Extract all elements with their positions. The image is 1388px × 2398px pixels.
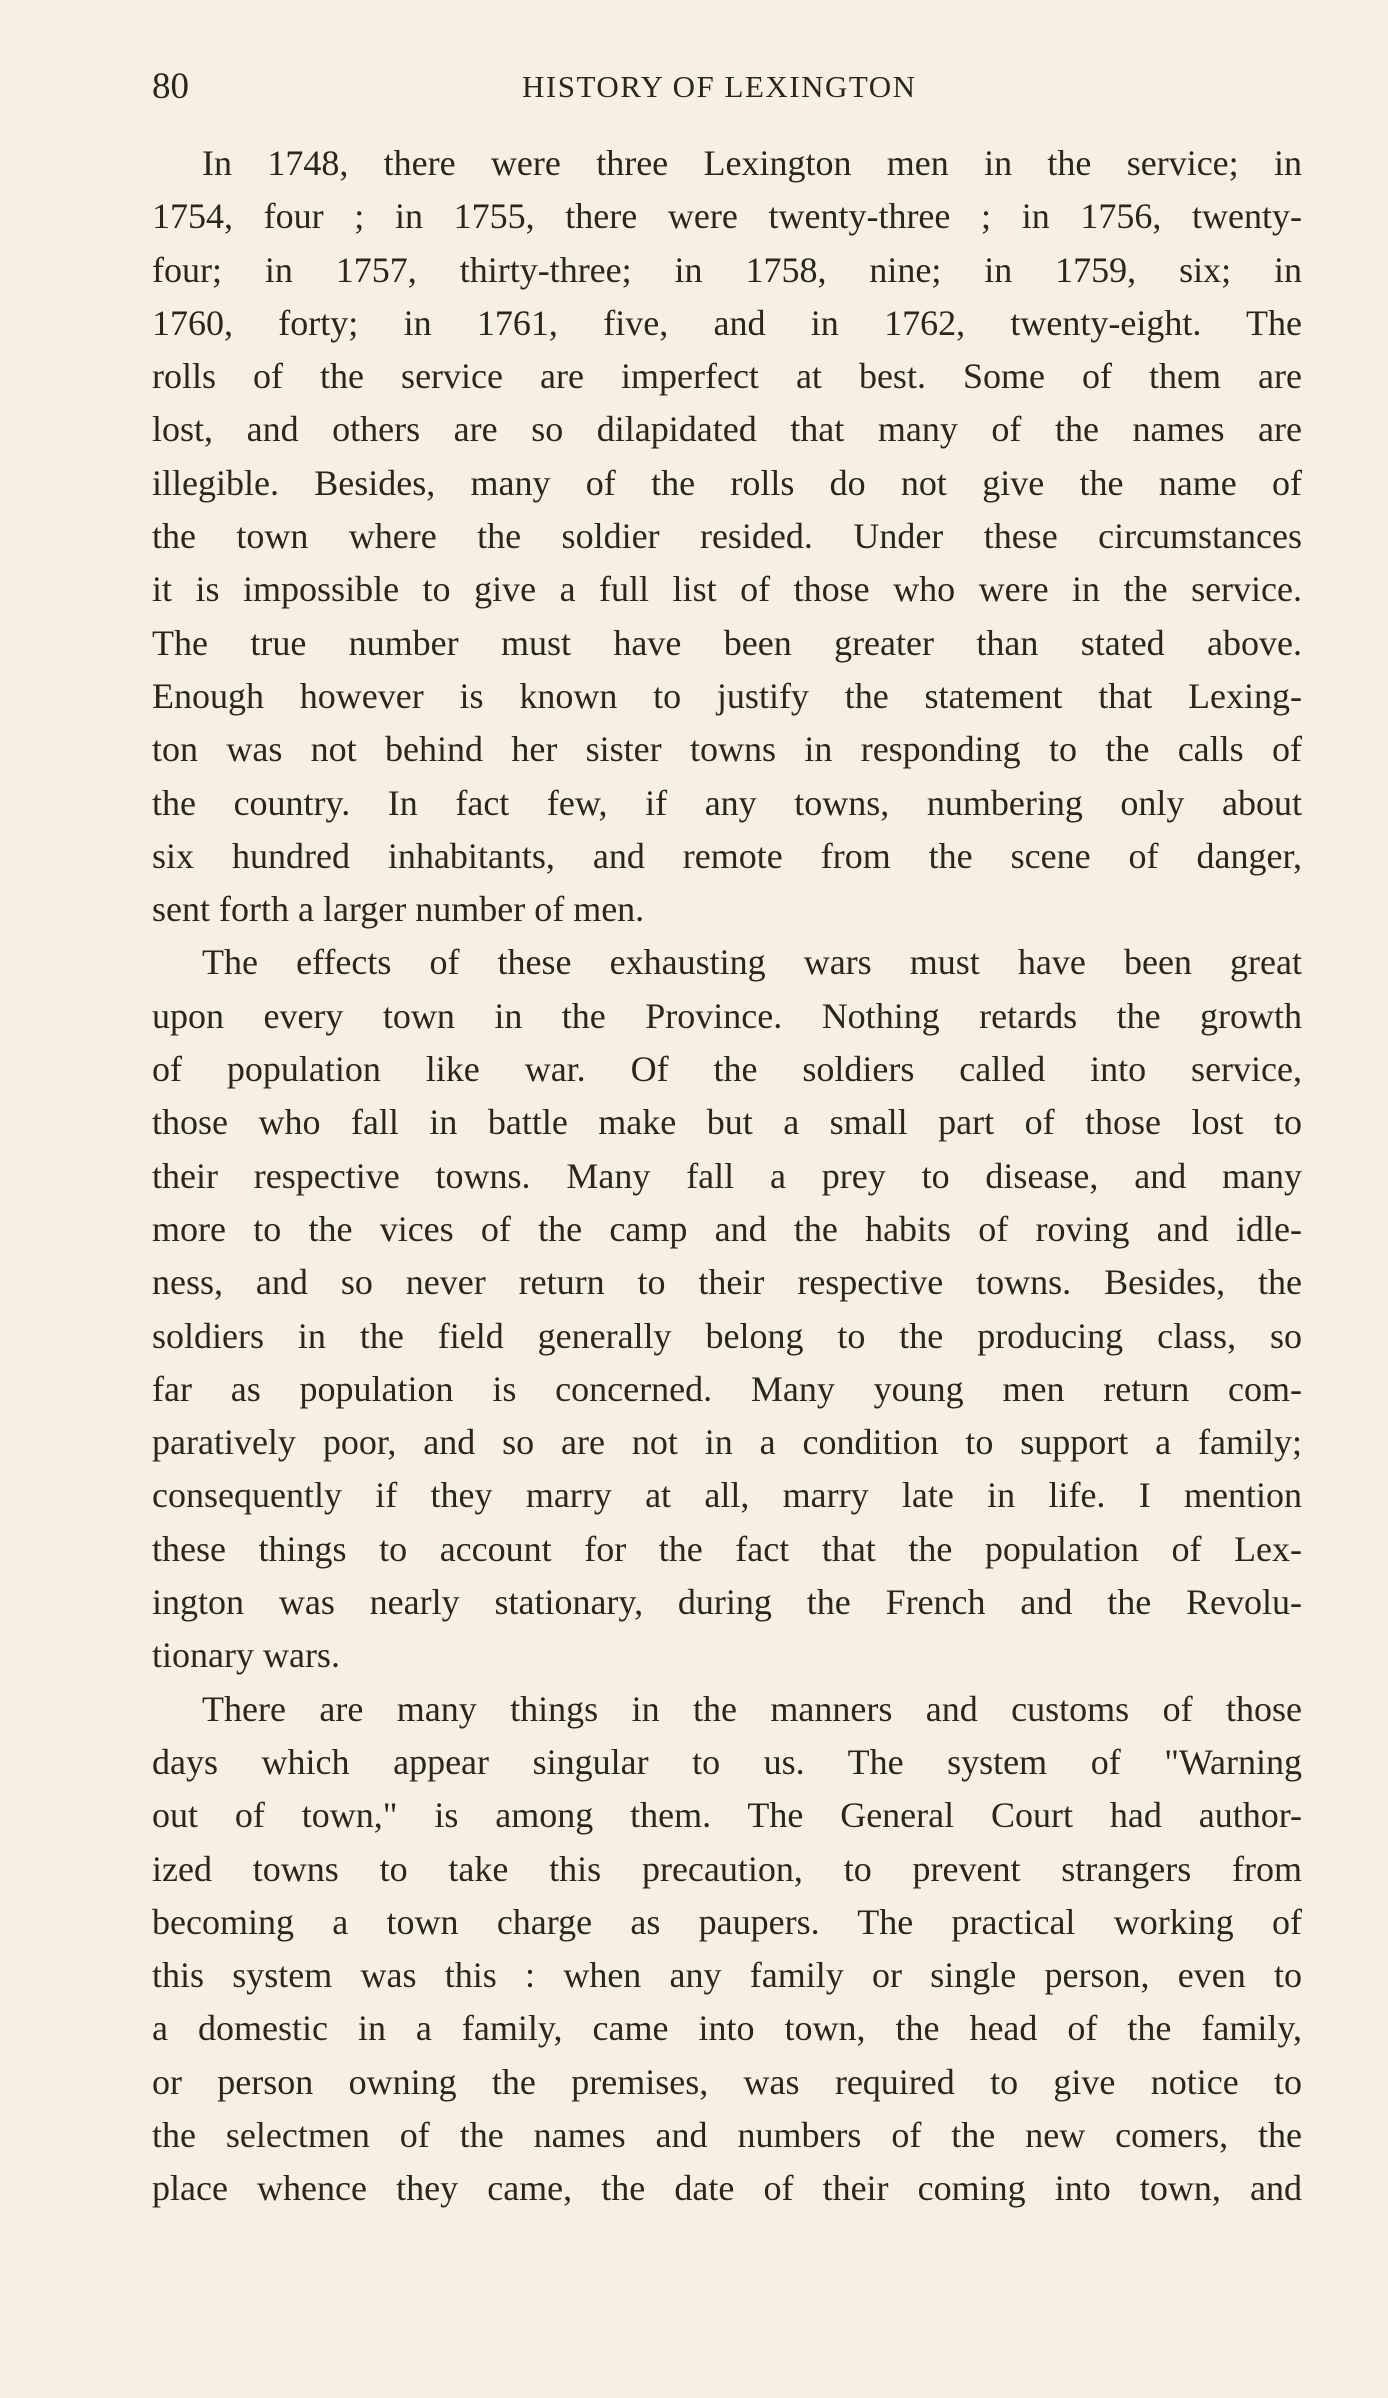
text-line: or person owning the premises, was required to give notice to (152, 2061, 1302, 2102)
text-line: paratively poor, and so are not in a condition to support a family; (152, 1422, 1302, 1463)
text-line: four; in 1757, thirty-three; in 1758, nine; in 1759, six; in (152, 249, 1302, 290)
text-line: this system was this : when any family or single person, even to (152, 1955, 1302, 1996)
text-line: far as population is concerned. Many young men return com- (152, 1368, 1302, 1409)
text-line: illegible. Besides, many of the rolls do not give the name of (152, 462, 1302, 503)
text-line: rolls of the service are imperfect at best. Some of them are (152, 356, 1302, 397)
text-line: soldiers in the field generally belong to the producing class, so (152, 1315, 1302, 1356)
text-line: six hundred inhabitants, and remote from the scene of danger, (152, 835, 1302, 876)
text-line: In 1748, there were three Lexington men in the service; in (202, 143, 1302, 183)
text-line: ington was nearly stationary, during the French and the Revolu- (152, 1582, 1302, 1623)
text-line: upon every town in the Province. Nothing retards the growth (152, 995, 1302, 1036)
text-line: these things to account for the fact that the population of Lex- (152, 1528, 1302, 1569)
text-line: The true number must have been greater than stated above. (152, 622, 1302, 663)
text-line: sent forth a larger number of men. (152, 889, 645, 930)
text-line: those who fall in battle make but a small part of those lost to (152, 1102, 1302, 1143)
text-line: becoming a town charge as paupers. The practical working of (152, 1901, 1302, 1942)
text-line: Enough however is known to justify the statement that Lexing- (152, 675, 1302, 716)
text-line: the selectmen of the names and numbers of the new comers, the (152, 2114, 1302, 2155)
running-head (152, 62, 1302, 112)
text-line: it is impossible to give a full list of those who were in the service. (152, 569, 1302, 610)
text-line: a domestic in a family, came into town, the head of the family, (152, 2008, 1302, 2049)
text-line: There are many things in the manners and customs of those (202, 1688, 1302, 1729)
text-line: the country. In fact few, if any towns, numbering only about (152, 782, 1302, 823)
text-line: the town where the soldier resided. Under these circumstances (152, 516, 1302, 557)
running-title: HISTORY OF LEXINGTON (522, 69, 917, 104)
text-line: consequently if they marry at all, marry late in life. I mention (152, 1475, 1302, 1516)
page-number: 80 (152, 66, 189, 107)
text-line: their respective towns. Many fall a prey to disease, and many (152, 1155, 1302, 1196)
text-line: ized towns to take this precaution, to prevent strangers from (152, 1848, 1302, 1889)
text-line: ness, and so never return to their respective towns. Besides, the (152, 1262, 1302, 1303)
body-text (152, 137, 1302, 2216)
text-line: tionary wars. (152, 1635, 340, 1676)
text-line: ton was not behind her sister towns in responding to the calls of (152, 729, 1302, 770)
text-line: 1754, four ; in 1755, there were twenty-three ; in 1756, twenty- (152, 196, 1302, 237)
text-line: The effects of these exhausting wars must have been great (202, 942, 1302, 983)
text-line: more to the vices of the camp and the habits of roving and idle- (152, 1208, 1302, 1249)
text-line: 1760, forty; in 1761, five, and in 1762, twenty-eight. The (152, 302, 1302, 343)
text-line: place whence they came, the date of their coming into town, and (152, 2168, 1302, 2209)
text-line: days which appear singular to us. The system of "Warning (152, 1741, 1302, 1782)
text-line: lost, and others are so dilapidated that many of the names are (152, 409, 1302, 450)
text-line: of population like war. Of the soldiers called into service, (152, 1049, 1302, 1090)
text-line: out of town," is among them. The General Court had author- (152, 1795, 1302, 1836)
